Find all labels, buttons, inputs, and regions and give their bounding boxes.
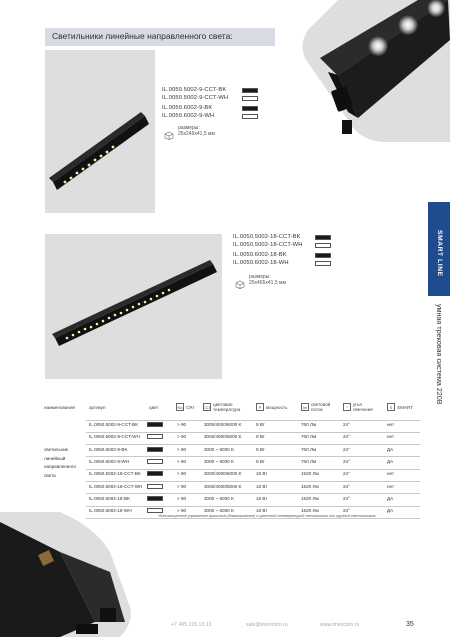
side-subtitle: умная трековая система 220В xyxy=(435,304,444,405)
th-article: артикул xyxy=(89,405,106,410)
smart-icon: S xyxy=(387,403,395,411)
cell-power: 18 Вт xyxy=(256,471,268,477)
row-divider xyxy=(86,506,420,507)
th-angle: угол свечения xyxy=(353,402,373,412)
cell-flux: 760 Лм xyxy=(301,434,317,440)
angle-icon: ° xyxy=(343,403,351,411)
th-power: мощность xyxy=(266,405,288,410)
closeup-photo-top xyxy=(298,0,450,142)
group-label: светильник линейный направленного света xyxy=(44,447,77,478)
row-divider xyxy=(86,432,420,433)
cell-flux: 1520 Лм xyxy=(301,471,319,477)
product1-dims-label: размеры: xyxy=(178,125,200,131)
cell-flux: 1520 Лм xyxy=(301,495,319,501)
cell-cct: 3000 ~ 6000 K xyxy=(204,458,235,464)
row-divider xyxy=(86,493,420,494)
page-title: Светильники линейные направленного света: xyxy=(52,31,233,41)
product2-dims-value: 25x465x41,5 мм xyxy=(249,280,286,286)
cell-cct: 3000 ~ 6000 K xyxy=(204,495,235,501)
cell-article: IL.0050.5002-18-CCT-BK xyxy=(89,471,141,477)
cell-power: 9 Вт xyxy=(256,422,265,427)
cell-smart: ДА xyxy=(387,446,394,452)
product2-swatch-2 xyxy=(315,243,331,248)
cell-flux: 1520 Лм xyxy=(301,508,319,514)
cell-article: IL.0050.6002-9-BK xyxy=(89,446,128,452)
cell-smart: нет xyxy=(387,483,395,489)
product1-code-2: IL.0050.5002-9-CCT-WH xyxy=(162,95,229,101)
product2-swatch-3 xyxy=(315,253,331,258)
cell-article: IL.0050.6002-9-WH xyxy=(89,458,130,464)
cell-flux: 1520 Лм xyxy=(301,483,319,489)
footer-phone: +7 495 215 13 13 xyxy=(171,622,212,628)
cell-power: 9 Вт xyxy=(256,458,265,464)
cell-cct: 3000/4000/6000 K xyxy=(204,434,242,440)
color-swatch xyxy=(147,459,163,464)
cell-smart: нет xyxy=(387,471,395,477)
page-number: 35 xyxy=(406,621,414,628)
product1-swatch-4 xyxy=(242,114,258,119)
cell-cri: > 90 xyxy=(177,422,187,427)
color-swatch xyxy=(147,508,163,513)
product2-photo xyxy=(45,234,222,379)
product1-code-1: IL.0050.5002-9-CCT-BK xyxy=(162,87,227,93)
cell-smart: ДА xyxy=(387,508,394,514)
cell-power: 9 Вт xyxy=(256,446,265,452)
row-divider xyxy=(86,444,420,445)
cell-angle: 24° xyxy=(343,471,350,477)
product1-swatch-1 xyxy=(242,88,258,93)
closeup-photo-bottom xyxy=(0,512,134,637)
product1-dims-value: 25x249x41,5 мм xyxy=(178,131,215,137)
cell-article: IL.0050.6002-18-WH xyxy=(89,508,132,514)
cell-angle: 24° xyxy=(343,446,350,452)
cell-smart: нет xyxy=(387,434,395,440)
product2-code-4: IL.0050.6002-18-WH xyxy=(233,260,289,266)
th-smart: SMART xyxy=(397,405,413,410)
product1-swatch-3 xyxy=(242,106,258,111)
footer-site: www.imexcom.ru xyxy=(320,622,360,628)
cell-flux: 760 Лм xyxy=(301,422,317,427)
cell-cri: > 90 xyxy=(177,446,187,452)
product2-swatch-1 xyxy=(315,235,331,240)
product2-swatch-4 xyxy=(315,261,331,266)
cell-cct: 3000 ~ 6000 K xyxy=(204,446,235,452)
cri-icon: Ra xyxy=(177,404,183,410)
th-cri: CRI xyxy=(186,405,194,410)
cell-cri: > 90 xyxy=(177,458,187,464)
side-tab xyxy=(428,202,450,296)
cell-cri: > 90 xyxy=(177,434,187,440)
row-divider xyxy=(86,420,420,421)
footer-email: sale@imexcom.ru xyxy=(246,622,288,628)
cell-cct: 3000 ~ 6000 K xyxy=(204,508,235,514)
th-flux: световой поток xyxy=(311,402,331,412)
cell-cct: 3000/4000/6000 K xyxy=(204,471,242,477)
cell-article: IL.0050.5002-9-CCT-BK xyxy=(89,422,139,427)
cell-cri: > 90 xyxy=(177,495,187,501)
th-color: цвет xyxy=(149,405,159,410)
cell-cri: > 90 xyxy=(177,471,187,477)
flux-icon: lm xyxy=(302,404,308,410)
row-divider xyxy=(86,469,420,470)
cell-cct: 3000/4000/6000 K xyxy=(204,422,242,427)
cell-angle: 24° xyxy=(343,508,350,514)
product1-swatch-2 xyxy=(242,96,258,101)
cell-cct: 3000/4000/6000 K xyxy=(204,483,242,489)
dimensions-icon xyxy=(235,276,245,285)
power-icon: P xyxy=(256,403,264,411)
row-divider xyxy=(86,518,420,519)
cell-article: IL.0050.5002-9-CCT-WH xyxy=(89,434,140,440)
product1-photo xyxy=(45,50,155,213)
product2-code-3: IL.0050.6002-18-BK xyxy=(233,252,287,258)
cell-power: 18 Вт xyxy=(256,495,268,501)
color-swatch xyxy=(147,484,163,489)
cell-cri: > 90 xyxy=(177,483,187,489)
cell-angle: 24° xyxy=(343,458,350,464)
cell-flux: 760 Лм xyxy=(301,446,317,452)
side-tab-label: SMART LINE xyxy=(436,230,443,277)
footnote: *дистанционное управление яркостью (диммирование) и цветовой температурой светильника или группой светильников xyxy=(158,514,376,518)
color-swatch xyxy=(147,422,163,427)
product1-code-4: IL.0050.6002-9-WH xyxy=(162,113,215,119)
cell-smart: ДА xyxy=(387,458,394,464)
dimensions-icon xyxy=(164,127,174,136)
th-cct: цветовая температура xyxy=(213,402,241,412)
cell-power: 9 Вт xyxy=(256,434,265,440)
cell-power: 18 Вт xyxy=(256,508,268,514)
color-swatch xyxy=(147,434,163,439)
cell-angle: 24° xyxy=(343,495,350,501)
color-swatch xyxy=(147,447,163,452)
product2-dims-label: размеры: xyxy=(249,274,271,280)
cell-smart: ДА xyxy=(387,495,394,501)
cct-icon: CCT xyxy=(202,404,212,410)
color-swatch xyxy=(147,471,163,476)
cell-flux: 760 Лм xyxy=(301,458,317,464)
cell-angle: 24° xyxy=(343,483,350,489)
row-divider xyxy=(86,456,420,457)
cell-angle: 24° xyxy=(343,434,350,440)
cell-article: IL.0050.5002-18-CCT-WH xyxy=(89,483,143,489)
product2-code-1: IL.0050.5002-18-CCT-BK xyxy=(233,234,301,240)
cell-article: IL.0050.6002-18-BK xyxy=(89,495,131,501)
cell-angle: 24° xyxy=(343,422,350,427)
cell-power: 18 Вт xyxy=(256,483,268,489)
color-swatch xyxy=(147,496,163,501)
product1-code-3: IL.0050.6002-9-BK xyxy=(162,105,213,111)
cell-cri: > 90 xyxy=(177,508,187,514)
th-name: наименование xyxy=(44,405,76,410)
cell-smart: нет xyxy=(387,422,395,427)
product2-code-2: IL.0050.5002-18-CCT-WH xyxy=(233,242,303,248)
row-divider xyxy=(86,481,420,482)
